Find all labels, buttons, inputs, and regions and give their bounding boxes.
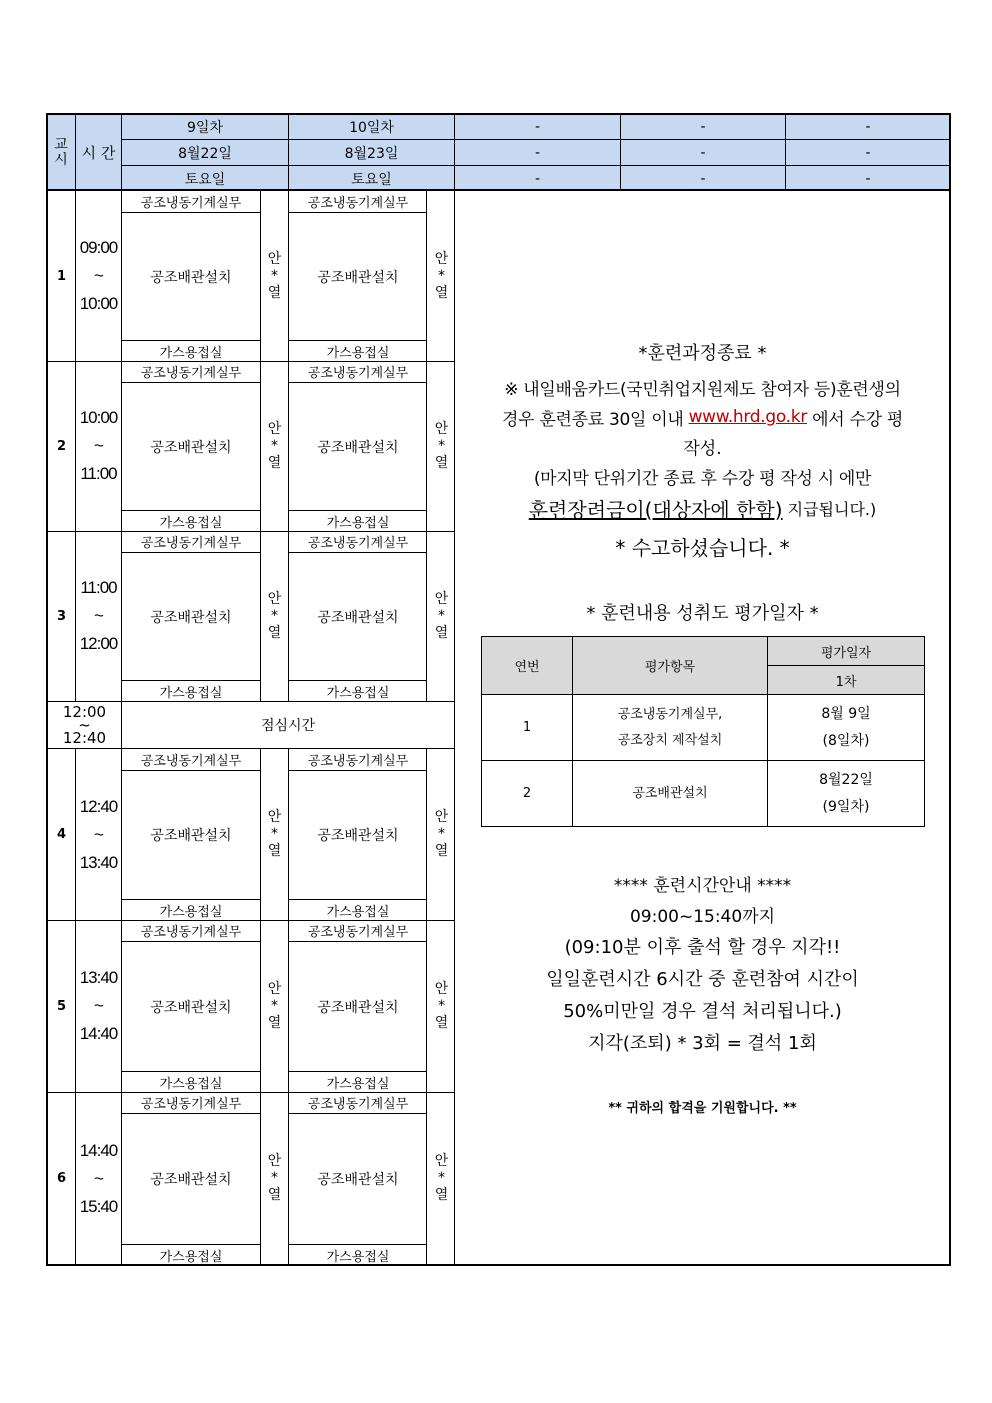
day-date: 8월22일 <box>178 145 232 162</box>
eval-row-item: 공조배관설치 <box>632 785 708 801</box>
room-name: 가스용접실 <box>159 1076 223 1092</box>
subject-name: 공조냉동기계실무 <box>140 196 242 211</box>
eval-col-item: 평가항목 <box>644 660 696 675</box>
period-number: 3 <box>56 608 67 624</box>
instructor-char: 안 <box>434 590 449 607</box>
notice-title: *훈련과정종료 * <box>638 343 767 364</box>
subject-name: 공조냉동기계실무 <box>307 925 409 940</box>
instructor-char: * <box>271 607 278 624</box>
period-time-end: 10:00 <box>79 294 118 313</box>
instructor-char: 안 <box>267 250 282 267</box>
period-time-end: 11:00 <box>80 464 117 483</box>
period-time-start: 14:40 <box>79 1140 118 1160</box>
day-date: - <box>700 144 706 161</box>
eval-row-date: 8월22일 (9일차) <box>819 771 873 815</box>
instructor-char: 열 <box>434 624 449 641</box>
instructor-char: 안 <box>267 1153 282 1169</box>
instructor-name <box>261 1092 288 1265</box>
instructor-char: * <box>271 1170 278 1186</box>
lesson-title: 공조배관설치 <box>150 269 232 286</box>
subject-name: 공조냉동기계실무 <box>140 754 242 769</box>
room-name: 가스용접실 <box>326 345 390 361</box>
instructor-char: 열 <box>267 1014 282 1031</box>
room-name: 가스용접실 <box>159 1249 223 1265</box>
subject-name: 공조냉동기계실무 <box>307 366 409 381</box>
hrd-link[interactable]: www.hrd.go.kr <box>688 407 808 427</box>
eval-row-no: 2 <box>522 786 532 801</box>
instructor-char: 열 <box>434 1187 449 1203</box>
instructor-name <box>261 191 288 361</box>
subject-name: 공조냉동기계실무 <box>140 536 242 551</box>
room-name: 가스용접실 <box>326 1249 390 1265</box>
lunch-time: 12:00 ~ 12:40 <box>62 702 107 747</box>
hours-line1: (09:10분 이후 출석 할 경우 지각!! <box>564 937 841 958</box>
notice-line4: (마지막 단위기간 종료 후 수강 평 작성 시 에만 <box>533 468 872 489</box>
instructor-char: 안 <box>267 809 282 825</box>
period-number: 1 <box>56 268 67 284</box>
subject-name: 공조냉동기계실무 <box>140 366 242 381</box>
instructor-char: 안 <box>267 980 282 997</box>
period-header: 교시 <box>54 136 68 168</box>
room-name: 가스용접실 <box>326 515 390 531</box>
closing-text: ** 귀하의 합격을 기원합니다. ** <box>608 1100 797 1116</box>
period-time <box>76 1092 121 1265</box>
period-time <box>76 531 121 701</box>
room-name: 가스용접실 <box>326 1076 390 1092</box>
instructor-name <box>428 1092 455 1265</box>
lesson-title: 공조배관설치 <box>150 999 232 1016</box>
subject-name: 공조냉동기계실무 <box>307 196 409 211</box>
instructor-name <box>261 531 288 701</box>
instructor-char: 열 <box>434 284 449 301</box>
instructor-char: 열 <box>267 284 282 301</box>
instructor-name <box>261 361 288 531</box>
hours-line2: 일일훈련시간 6시간 중 훈련참여 시간이 <box>546 969 859 990</box>
room-name: 가스용접실 <box>159 685 223 701</box>
instructor-name <box>428 920 455 1092</box>
instructor-char: * <box>271 437 278 454</box>
room-name: 가스용접실 <box>326 904 390 920</box>
lesson-title: 공조배관설치 <box>150 1172 232 1188</box>
instructor-name <box>261 749 288 920</box>
instructor-char: 안 <box>434 980 449 997</box>
day-weekday: - <box>534 170 541 187</box>
period-time-end: 15:40 <box>79 1196 118 1216</box>
eval-row-no: 1 <box>522 720 532 735</box>
period-number: 6 <box>56 1171 67 1186</box>
period-time-start: 10:00 <box>79 408 118 427</box>
period-time-end: 12:00 <box>79 634 118 653</box>
day-weekday: 토요일 <box>184 171 226 188</box>
hours-line4: 지각(조퇴) * 3회 = 결석 1회 <box>588 1033 817 1054</box>
instructor-char: 열 <box>267 1187 282 1203</box>
period-time-start: 12:40 <box>79 796 118 816</box>
instructor-char: * <box>438 826 445 842</box>
hours-time: 09:00~15:40까지 <box>629 906 776 927</box>
lesson-title: 공조배관설치 <box>150 439 232 456</box>
instructor-char: 열 <box>267 454 282 471</box>
eval-row-item: 공조냉동기계실무, 공조장치 제작설치 <box>617 706 723 748</box>
instructor-char: 안 <box>434 250 449 267</box>
instructor-char: * <box>438 607 445 624</box>
eval-col-date: 평가일자 <box>820 645 872 661</box>
time-header: 시 간 <box>81 144 116 162</box>
notice-line5: 훈련장려금이(대상자에 한함) 지급됩니다.) <box>528 497 877 522</box>
notice-line3: 작성. <box>683 438 722 459</box>
subject-name: 공조냉동기계실무 <box>307 1097 409 1112</box>
period-time-end: 14:40 <box>79 1024 118 1043</box>
notice-line2: 경우 훈련종료 30일 이내 www.hrd.go.kr 에서 수강 평 <box>502 407 903 430</box>
period-number: 5 <box>56 998 67 1014</box>
day-weekday: - <box>865 170 871 187</box>
room-name: 가스용접실 <box>326 685 390 701</box>
row-divider <box>46 1265 454 1266</box>
period-number: 4 <box>56 827 67 842</box>
day-no: - <box>865 118 871 135</box>
lesson-title: 공조배관설치 <box>317 828 399 844</box>
period-time-sep: ~ <box>94 1168 103 1188</box>
instructor-char: * <box>271 997 278 1014</box>
room-name: 가스용접실 <box>159 515 223 531</box>
period-time-start: 09:00 <box>79 238 118 257</box>
eval-col-sub: 1차 <box>835 674 857 690</box>
day-no: - <box>700 118 706 135</box>
instructor-char: 안 <box>434 809 449 825</box>
eval-col-no: 연번 <box>514 660 540 675</box>
subject-name: 공조냉동기계실무 <box>307 536 409 551</box>
lesson-title: 공조배관설치 <box>317 1172 399 1188</box>
lesson-title: 공조배관설치 <box>150 609 232 626</box>
thanks-text: * 수고하셨습니다. * <box>615 535 790 560</box>
period-time-sep: ~ <box>94 266 103 285</box>
instructor-name <box>428 191 455 361</box>
instructor-char: * <box>271 267 278 284</box>
lunch-label: 점심시간 <box>260 718 316 734</box>
instructor-char: * <box>438 267 445 284</box>
day-date: 8월23일 <box>344 145 399 162</box>
day-no: 9일차 <box>187 119 223 136</box>
period-time-sep: ~ <box>94 606 103 625</box>
instructor-char: * <box>438 997 445 1014</box>
instructor-name <box>428 361 455 531</box>
hours-line3: 50%미만일 경우 결석 처리됩니다.) <box>563 1001 842 1022</box>
lesson-title: 공조배관설치 <box>317 609 399 626</box>
instructor-char: 열 <box>267 843 282 859</box>
instructor-char: 안 <box>434 420 449 437</box>
period-time <box>76 361 121 531</box>
period-time <box>76 920 121 1092</box>
room-name: 가스용접실 <box>159 345 223 361</box>
lesson-title: 공조배관설치 <box>317 439 399 456</box>
hours-title: **** 훈련시간안내 **** <box>613 875 792 896</box>
eval-row-date: 8월 9일 (8일차) <box>821 705 871 749</box>
day-no: 10일차 <box>349 119 394 136</box>
period-time-start: 11:00 <box>80 578 117 597</box>
day-date: - <box>534 144 541 161</box>
period-time <box>76 191 121 361</box>
day-weekday: - <box>700 170 706 187</box>
period-number: 2 <box>56 438 67 454</box>
instructor-char: * <box>271 826 278 842</box>
instructor-name <box>428 531 455 701</box>
subject-name: 공조냉동기계실무 <box>307 754 409 769</box>
instructor-char: 안 <box>434 1153 449 1169</box>
instructor-name <box>428 749 455 920</box>
lesson-title: 공조배관설치 <box>317 999 399 1016</box>
eval-title: * 훈련내용 성취도 평가일자 * <box>586 603 819 624</box>
instructor-char: * <box>438 437 445 454</box>
notice-line1: ※ 내일배움카드(국민취업지원제도 참여자 등)훈련생의 <box>504 379 901 400</box>
instructor-char: 열 <box>434 454 449 471</box>
instructor-char: * <box>438 1170 445 1186</box>
period-time-end: 13:40 <box>79 852 118 872</box>
instructor-char: 안 <box>267 420 282 437</box>
instructor-char: 열 <box>434 843 449 859</box>
instructor-char: 열 <box>267 624 282 641</box>
period-time-sep: ~ <box>94 436 103 455</box>
instructor-char: 열 <box>434 1014 449 1031</box>
instructor-name <box>261 920 288 1092</box>
subject-name: 공조냉동기계실무 <box>140 925 242 940</box>
period-time-start: 13:40 <box>79 968 118 987</box>
day-weekday: 토요일 <box>351 171 392 188</box>
subject-name: 공조냉동기계실무 <box>140 1097 242 1112</box>
period-time-sep: ~ <box>94 996 103 1015</box>
period-time <box>76 749 121 920</box>
room-name: 가스용접실 <box>159 904 223 920</box>
day-no: - <box>534 118 541 135</box>
instructor-char: 안 <box>267 590 282 607</box>
period-time-sep: ~ <box>94 824 103 844</box>
lesson-title: 공조배관설치 <box>317 269 399 286</box>
lesson-title: 공조배관설치 <box>150 828 232 844</box>
day-date: - <box>865 144 871 161</box>
